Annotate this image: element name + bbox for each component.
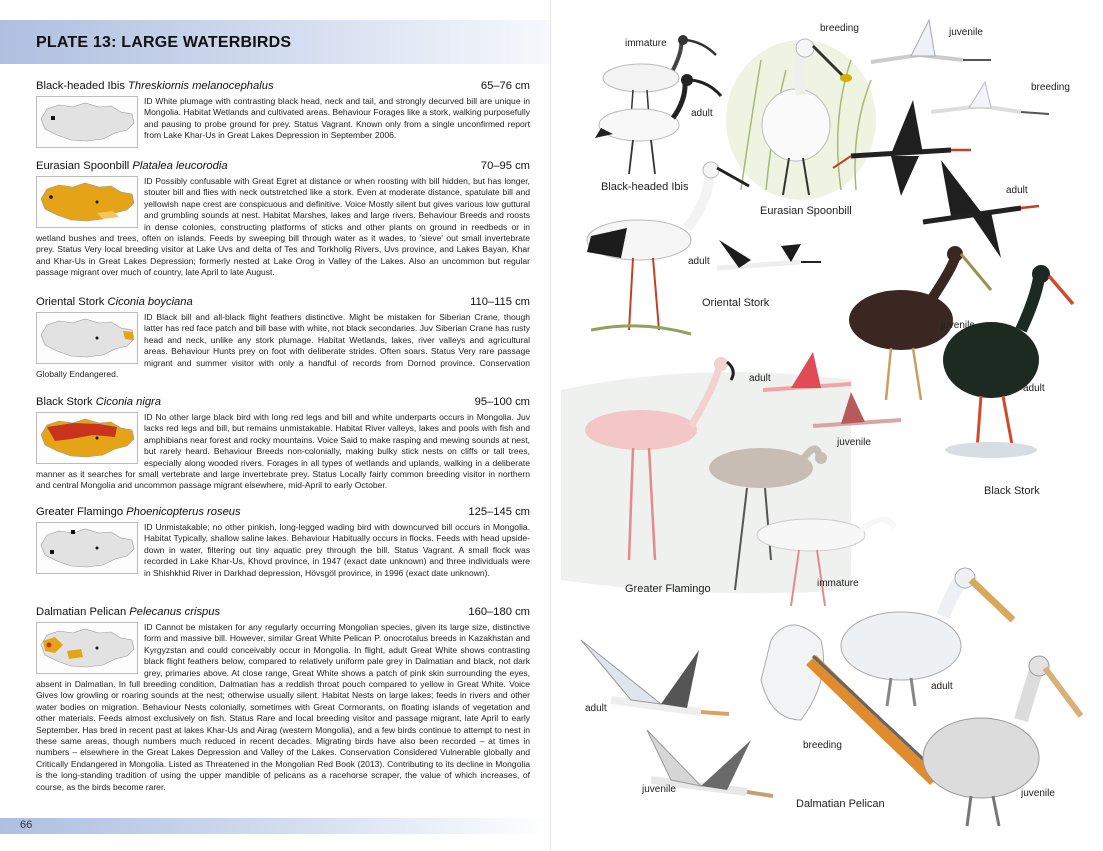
common-name: Eurasian Spoonbill <box>36 160 130 172</box>
species-entry-ibis <box>36 80 530 150</box>
caption-juvenile-pelican-left: juvenile <box>642 784 676 795</box>
species-entry-black-stork <box>36 396 530 492</box>
caption-oriental-stork: Oriental Stork <box>702 297 770 309</box>
species-heading <box>36 396 530 410</box>
common-name: Black Stork <box>36 396 93 408</box>
caption-adult-stork-flight: adult <box>1006 185 1028 196</box>
range-map <box>36 522 138 574</box>
latin-name: Pelecanus crispus <box>129 606 221 618</box>
black-stork-flight-2-illustration <box>923 160 1039 258</box>
species-entry-flamingo <box>36 506 530 579</box>
plate-title: PLATE 13: LARGE WATERBIRDS <box>36 34 292 51</box>
caption-adult-oriental: adult <box>688 256 710 267</box>
caption-eurasian-spoonbill: Eurasian Spoonbill <box>760 205 852 217</box>
caption-adult-black-stork: adult <box>1023 383 1045 394</box>
range-map <box>36 96 138 148</box>
range-map <box>36 622 138 674</box>
range-map <box>36 312 138 364</box>
bird-illustrations <box>551 0 1103 851</box>
latin-name: Threskiornis melanocephalus <box>128 80 274 92</box>
caption-adult-pelican-left: adult <box>585 703 607 714</box>
size-range: 125–145 cm <box>468 506 530 518</box>
footer-band <box>0 818 551 834</box>
page-number: 66 <box>20 819 33 831</box>
caption-juvenile-top: juvenile <box>949 27 983 38</box>
common-name: Black-headed Ibis <box>36 80 125 92</box>
species-heading <box>36 80 530 94</box>
pelican-adult-illustration <box>841 568 1013 706</box>
size-range: 160–180 cm <box>468 606 530 618</box>
latin-name: Phoenicopterus roseus <box>126 506 241 518</box>
common-name: Oriental Stork <box>36 296 105 308</box>
caption-dalmatian-pelican: Dalmatian Pelican <box>796 798 885 810</box>
latin-name: Ciconia boyciana <box>107 296 193 308</box>
caption-immature-ibis: immature <box>625 38 667 49</box>
species-heading <box>36 506 530 520</box>
species-text: ID Unmistakable; no other pinkish, long-legged wading bird with downcurved bill occurs in Mongolia. Habitat Typically, shallow saline lakes. Behaviour Habitually occurs in flocks. Feeds with head upside-down in water, filtering out tiny aquatic prey through the bill. Status Vagrant. A small flock was recorded in Lake Khar-Us, Khovd province, in 1947 (exact date unknown) and three individuals were in Shishkhid River in Darkhad depression, Hövsgöl province, in 1996 (exact date unknown). <box>144 522 530 578</box>
caption-juvenile-flamingo: juvenile <box>837 437 871 448</box>
latin-name: Ciconia nigra <box>95 396 161 408</box>
species-text: ID No other large black bird with long red legs and bill and white underparts occurs in Mongolia. Juv lacks red legs and bill, but remains unmistakable. Habitat River valleys, lakes and pools with fish and amphibians near forest and rocky mountains. Voice Said to make rasping and mewing sounds at nest, but rarely heard. Behaviour Breeds non-colonially, making bulky stick nests on cliffs or tall trees, especially along wooded rivers. Forages in all types of wetlands and uplands, walking in a deliberate manner as it searches for small vertebrate and large invertebrate prey. Status Locally fairly common breeding visitor in northern and central Mongolia and uncommon passage migrant elsewhere, mid-April to early October. <box>36 412 530 491</box>
species-entry-pelican <box>36 606 530 793</box>
species-heading <box>36 606 530 620</box>
species-entry-spoonbill <box>36 160 530 279</box>
latin-name: Platalea leucorodia <box>132 160 228 172</box>
caption-black-headed-ibis: Black-headed Ibis <box>601 181 689 193</box>
range-map <box>36 176 138 228</box>
caption-breeding-spoonbill: breeding <box>820 23 859 34</box>
caption-juvenile-black-stork: juvenile <box>941 320 975 331</box>
species-heading <box>36 296 530 310</box>
species-heading <box>36 160 530 174</box>
caption-breeding-pelican: breeding <box>803 740 842 751</box>
common-name: Dalmatian Pelican <box>36 606 127 618</box>
common-name: Greater Flamingo <box>36 506 124 518</box>
species-text: ID Black bill and all-black flight feathers distinctive. Might be mistaken for Siberian Crane, though latter has red face patch and bill base with white, not black secondaries. Juv Siberian Crane has rusty head and neck, unlike any stork plumage. Habitat Wetlands, lakes, river valleys and agricultural areas. Behaviour Hunts prey on foot with deliberate strides. Often soars. Status Very rare passage migrant and summer visitor with only a handful of records from Dornod province. Conservation Globally Endangered. <box>36 312 530 380</box>
caption-adult-ibis: adult <box>691 108 713 119</box>
caption-breeding-top: breeding <box>1031 82 1070 93</box>
caption-black-stork: Black Stork <box>984 485 1040 497</box>
size-range: 65–76 cm <box>480 80 530 92</box>
species-entry-oriental-stork <box>36 296 530 380</box>
species-text: ID Possibly confusable with Great Egret at distance or when roosting with bill hidden, but has longer, stouter bill and flies with neck outstretched like a stork. Even at moderate distance, spatulate bill and yellowish nape crest are conspicuous and definitive. Voice Mostly silent but gives various low guttural and grumbling sounds at nest. Habitat Marshes, lakes and large rivers. Behaviour Breeds and roosts in dense colonies, constructing platforms of sticks and other plants on ground in reedbeds or in wetland bushes and trees, often on islands. Feeds by sweeping bill through water as it wades, to 'sieve' out small invertebrate prey. Status Very local breeding visitor at Lake Uvs and delta of Tes and Torkholig Rivers, Uvs province, and Lakes Bayan, Khar and Khar-Us in Great Lakes Depression; formerly nested at Lake Orog in Valley of the Lakes. Also an uncommon but regular passage migrant over much of country, late April to late August. <box>36 176 530 278</box>
caption-immature-flamingo: immature <box>817 578 859 589</box>
caption-adult-flamingo: adult <box>749 373 771 384</box>
species-text: ID Cannot be mistaken for any regularly occurring Mongolian species, given its large size, distinctive form and massive bill. However, similar Great White Pelican P. onocrotalus breeds in Kazakhstan and Kyrgyzstan and could conceivably occur in Mongolia. In flight, adult Great White shows contrasting black flight feathers below, compared to relatively uniform pale grey in Dalmatian and black, not dark grey, primaries above. At close range, Great White shows a patch of pink skin surrounding the eyes, absent in Dalmatian. In full breeding condition, Dalmatian has a reddish throat pouch compared to yellow in Great White. Voice Gives low growling or roaring sounds at the nest; otherwise usually silent. Habitat Nests on large lakes; feeds in rivers and other water bodies on migration. Behaviour Nests colonially, sometimes with Great Cormorants, on floating islands of vegetation and other materials. Feeds almost exclusively on fish. Status Rare and local breeding visitor and passage migrant, late April to early September. Has bred in recent past at lakes Khar-Us and Airag (western Mongolia), and a few birds continue to attempt to nest in these same areas, though numbers much reduced in recent decades. Migrating birds have also been recorded – at times in numbers – elsewhere in the Great Lakes Depression and Valley of the Lakes. Conservation Considered Vulnerable globally and Critically Endangered in Mongolia. Listed as Threatened in the Mongolian Red Book (2013). Contributing to its decline in Mongolia is the long-standing tradition of using the upper mandible of pelicans as a racehorse scraper, the value of which increases, of course, as the birds become rarer. <box>36 622 530 792</box>
species-text: ID White plumage with contrasting black head, neck and tail, and strongly decurved bill are unique in Mongolia. Habitat Wetlands and cultivated areas. Behaviour Forages like a stork, walking purposefully and pausing to probe ground for prey. Status Vagrant. Known only from a single unconfirmed report from Lake Khar-Us in Great Lakes Depression in September 2006. <box>144 96 530 141</box>
caption-adult-pelican-right: adult <box>931 681 953 692</box>
left-page <box>0 0 551 851</box>
size-range: 95–100 cm <box>474 396 530 408</box>
range-map <box>36 412 138 464</box>
black-stork-adult-illustration <box>943 265 1073 458</box>
oriental-stork-flight-illustration <box>717 240 821 268</box>
size-range: 110–115 cm <box>470 296 530 308</box>
right-page <box>551 0 1103 851</box>
caption-juvenile-pelican-right: juvenile <box>1021 788 1055 799</box>
caption-greater-flamingo: Greater Flamingo <box>625 583 711 595</box>
size-range: 70–95 cm <box>480 160 530 172</box>
